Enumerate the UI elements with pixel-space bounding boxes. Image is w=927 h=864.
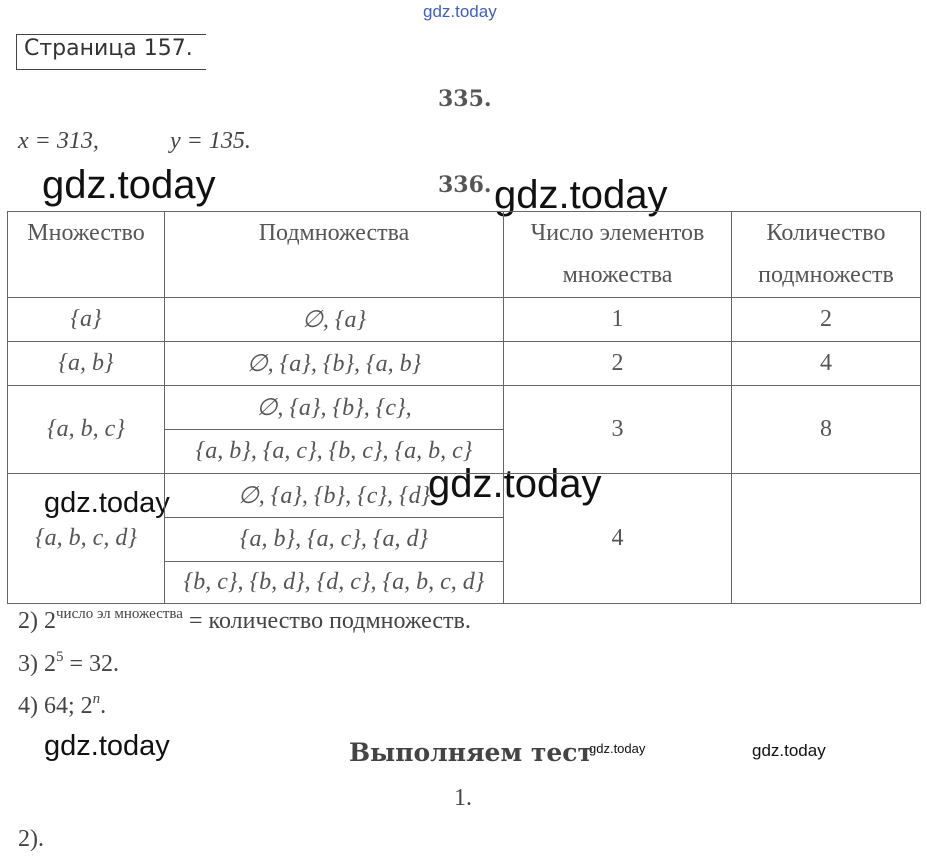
table-row [8, 474, 921, 518]
set-cell: {a, b, c, d} [8, 474, 165, 604]
subsets-table [7, 211, 921, 604]
x-value: x = 313, [18, 128, 99, 154]
count-cell: 4 [504, 474, 732, 604]
problem-336-number: 336. [438, 172, 492, 198]
answer-2-suffix: = количество подмножеств. [182, 608, 471, 634]
answer-3-exponent: 5 [56, 649, 64, 665]
problem-335-number: 335. [438, 86, 492, 112]
subsets-cell: {b, c}, {b, d}, {d, c}, {a, b, c, d} [165, 562, 504, 604]
header-cell: Множество [8, 212, 165, 298]
table-row [8, 342, 921, 386]
answer-3-suffix: = 32. [63, 651, 120, 677]
answer-4-exponent: n [92, 691, 101, 707]
header-cell: Подмножества [165, 212, 504, 298]
answer-2-exponent: число эл множества [56, 606, 183, 622]
watermark: gdz.today [44, 730, 170, 762]
subsets-cell: ∅, {a}, {b}, {c}, [165, 386, 504, 430]
answer-line-4 [18, 693, 106, 720]
count-cell: 3 [504, 386, 732, 474]
table-row [8, 298, 921, 342]
page-label: Страница 157. [24, 36, 193, 61]
set-cell: {a} [8, 298, 165, 342]
answer-2-prefix: 2) 2 [18, 608, 56, 634]
answer-line-3 [18, 651, 119, 678]
subsets-cell: ∅, {a}, {b}, {c}, {d} [165, 474, 504, 518]
subcount-cell: 8 [732, 386, 921, 474]
subsets-cell: {a, b}, {a, c}, {a, d} [165, 518, 504, 562]
answer-line-2 [18, 608, 471, 635]
watermark: gdz.today [589, 741, 646, 756]
subcount-cell: 2 [732, 298, 921, 342]
subsets-cell: ∅, {a}, {b}, {a, b} [165, 342, 504, 386]
watermark: gdz.today [44, 487, 170, 519]
set-cell: {a, b, c} [8, 386, 165, 474]
answer-4-prefix: 4) 64; 2 [18, 693, 93, 719]
watermark: gdz.today [494, 173, 668, 217]
answer-3-prefix: 3) 2 [18, 651, 56, 677]
table-row [8, 386, 921, 430]
watermark: gdz.today [428, 462, 602, 506]
count-cell: 1 [504, 298, 732, 342]
test-item-2: 2). [18, 826, 44, 852]
test-item-1: 1. [454, 785, 472, 811]
subsets-cell: ∅, {a} [165, 298, 504, 342]
header-cell: Количество подмножеств [732, 212, 921, 298]
y-value: y = 135. [170, 128, 251, 154]
subcount-cell: 4 [732, 342, 921, 386]
watermark: gdz.today [752, 741, 826, 760]
table-header-row [8, 212, 921, 298]
watermark: gdz.today [42, 163, 216, 207]
header-cell: Число элементов множества [504, 212, 732, 298]
watermark-top: gdz.today [423, 2, 497, 21]
subcount-cell [732, 474, 921, 604]
count-cell: 2 [504, 342, 732, 386]
answer-4-suffix: . [100, 693, 107, 719]
test-section-title: Выполняем тест [349, 738, 593, 767]
set-cell: {a, b} [8, 342, 165, 386]
subsets-cell: {a, b}, {a, c}, {b, c}, {a, b, c} [165, 430, 504, 474]
